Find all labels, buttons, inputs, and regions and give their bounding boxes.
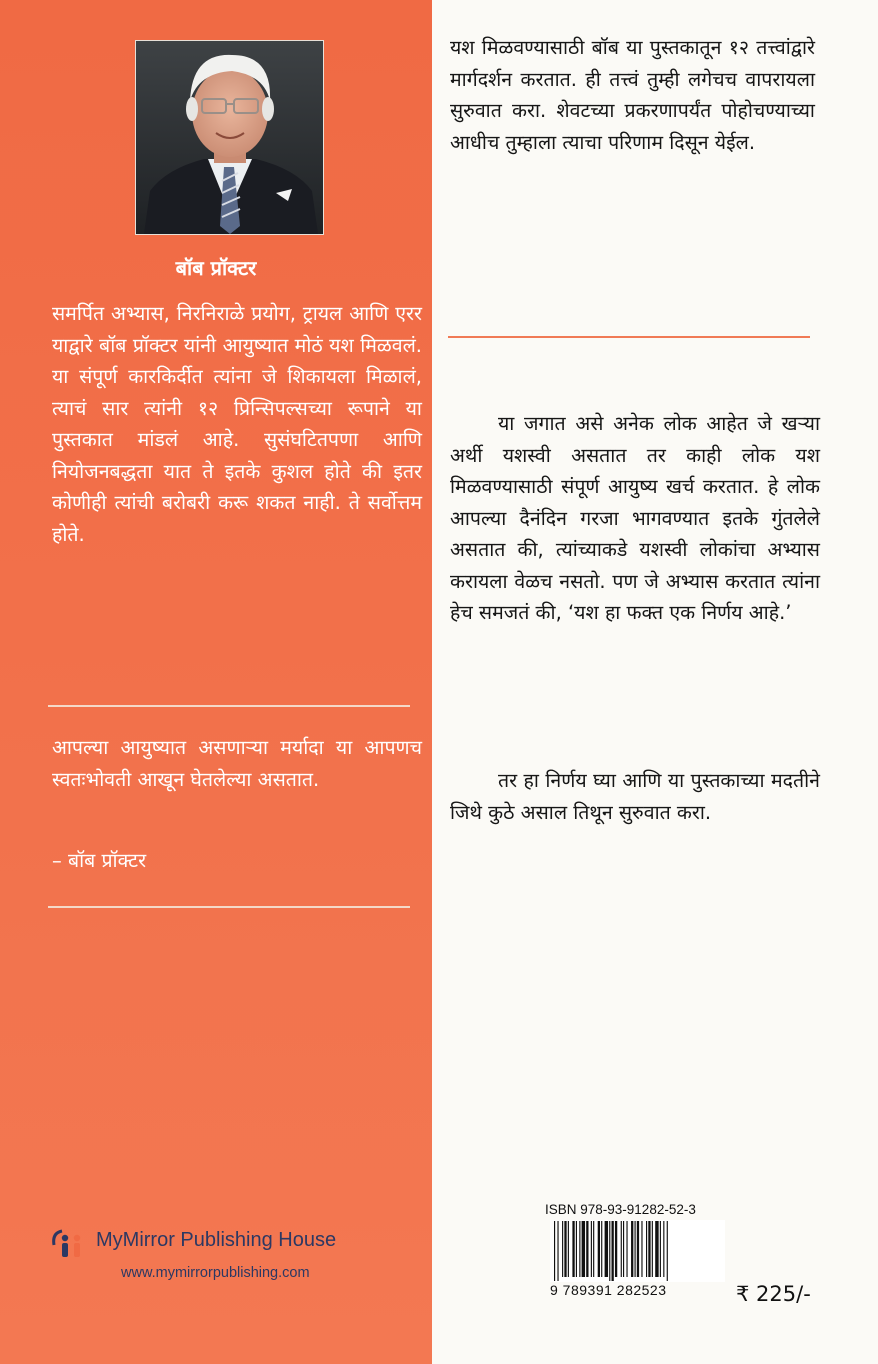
barcode-bar bbox=[637, 1221, 639, 1277]
barcode-bar bbox=[562, 1221, 563, 1277]
barcode-bar bbox=[646, 1221, 647, 1277]
publisher-name: MyMirror Publishing House bbox=[96, 1229, 337, 1251]
publisher-logo-icon bbox=[52, 1229, 92, 1259]
barcode-bar bbox=[663, 1221, 664, 1277]
barcode-bar bbox=[655, 1221, 658, 1277]
barcode-bar bbox=[641, 1221, 642, 1277]
barcode-bar bbox=[648, 1221, 650, 1277]
body-paragraph-2: तर हा निर्णय घ्या आणि या पुस्तकाच्या मदतीने जिथे कुठे असाल तिथून सुरुवात करा. bbox=[450, 769, 820, 824]
author-name: बॉब प्रॉक्टर bbox=[175, 256, 257, 280]
barcode-bar bbox=[612, 1221, 614, 1281]
author-bio: समर्पित अभ्यास, निरनिराळे प्रयोग, ट्रायल आणि एरर याद्वारे बॉब प्रॉक्टर यांनी आयुष्यात मोठं यश मिळवलं. या संपूर्ण कारकिर्दीत त्यांना जे शिकायला मिळालं, त्याचं सार त्यांनी १२ प्रिन्सिपल्सच्या रूपाने या पुस्तकात मांडलं आहे. सुसंघटितपणा आणि नियोजनबद्धता यात ते इतके कुशल होते की इतर कोणीही त्यांची बरोबरी करू शकत नाही. ते सर्वोत्तम होते. bbox=[52, 302, 422, 546]
barcode-bar bbox=[623, 1221, 624, 1277]
barcode-bar bbox=[576, 1221, 577, 1277]
barcode-bar bbox=[564, 1221, 566, 1277]
body-paragraph-1: या जगात असे अनेक लोक आहेत जे खऱ्या अर्थी यशस्वी असतात तर काही लोक यश मिळवण्यासाठी संपूर्ण आयुष्य खर्च करतात. हे लोक आपल्या दैनंदिन गरजा भागवण्यात इतके गुंतलेले असतात की, त्यांच्याकडे यशस्वी लोकांचा अभ्यास करायला वेळच नसतो. पण जे अभ्यास करतात त्यांना हेच समजतं की, ‘यश हा फक्त एक निर्णय आहे.’ bbox=[450, 412, 820, 624]
right-white-panel bbox=[432, 0, 878, 1364]
intro-paragraph: यश मिळवण्यासाठी बॉब या पुस्तकातून १२ तत्त्वांद्वारे मार्गदर्शन करतात. ही तत्त्वं तुम्ही लगेचच वापरायला सुरुवात करा. शेवटच्या प्रकरणापर्यंत पोहोचण्याच्या आधीच तुम्हाला त्याचा परिणाम दिसून येईल. bbox=[450, 36, 815, 154]
barcode-bar bbox=[579, 1221, 580, 1277]
price: ₹ 225/- bbox=[736, 1282, 811, 1306]
barcode-bar bbox=[605, 1221, 608, 1277]
right-divider bbox=[448, 336, 810, 338]
publisher-website: www.mymirrorpublishing.com bbox=[121, 1265, 310, 1281]
barcode-bar bbox=[572, 1221, 574, 1277]
barcode-bar bbox=[635, 1221, 636, 1277]
divider-bottom bbox=[48, 906, 410, 908]
barcode-bar bbox=[609, 1221, 610, 1281]
barcode-bar bbox=[598, 1221, 600, 1277]
author-photo bbox=[135, 40, 324, 235]
barcode-bar bbox=[586, 1221, 588, 1277]
quote-attribution: – बॉब प्रॉक्टर bbox=[52, 849, 147, 872]
barcode-bar bbox=[591, 1221, 592, 1277]
isbn-label: ISBN 978-93-91282-52-3 bbox=[545, 1202, 696, 1217]
barcode-bar bbox=[667, 1221, 668, 1281]
barcode-bar bbox=[652, 1221, 653, 1277]
barcode-bar bbox=[593, 1221, 594, 1277]
barcode-bar bbox=[568, 1221, 569, 1277]
barcode-bar bbox=[554, 1221, 555, 1281]
barcode-bar bbox=[631, 1221, 633, 1277]
barcode bbox=[552, 1221, 724, 1281]
barcode-bar bbox=[601, 1221, 602, 1277]
quote-text: आपल्या आयुष्यात असणाऱ्या मर्यादा या आपणच स्वतःभोवती आखून घेतलेल्या असतात. bbox=[52, 736, 422, 791]
barcode-bar bbox=[615, 1221, 617, 1277]
barcode-bar bbox=[626, 1221, 627, 1277]
barcode-bar bbox=[582, 1221, 585, 1277]
barcode-bar bbox=[557, 1221, 558, 1281]
barcode-bar bbox=[621, 1221, 622, 1277]
barcode-bar bbox=[660, 1221, 661, 1277]
barcode-digits: 9 789391 282523 bbox=[550, 1282, 667, 1298]
divider-top bbox=[48, 705, 410, 707]
